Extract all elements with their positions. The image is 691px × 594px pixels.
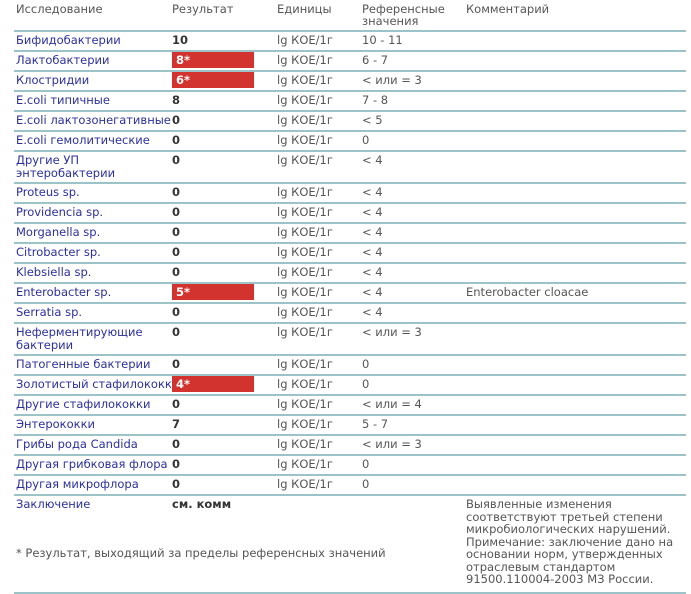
comment [466, 203, 686, 223]
table-row [14, 375, 686, 395]
comment [466, 223, 686, 243]
reference-range: < 4 [362, 151, 466, 183]
comment [466, 71, 686, 91]
result-value: 0 [172, 185, 181, 199]
table-header [0, 0, 691, 31]
result-cell [172, 455, 277, 475]
units: lg КОЕ/1г [277, 71, 362, 91]
comment [466, 263, 686, 283]
footnote: * Результат, выходящий за пределы референсных значений [16, 546, 386, 560]
result-value: 0 [172, 265, 181, 279]
units: lg КОЕ/1г [277, 395, 362, 415]
test-name: Клостридии [14, 71, 172, 91]
test-name: Другие УП энтеробактерии [14, 151, 172, 183]
test-name: E.coli гемолитические [14, 131, 172, 151]
table-row [14, 203, 686, 223]
table-row [14, 455, 686, 475]
test-name: Klebsiella sp. [14, 263, 172, 283]
comment [466, 243, 686, 263]
result-cell [172, 91, 277, 111]
result-cell [172, 31, 277, 51]
result-cell [172, 131, 277, 151]
table-row [14, 131, 686, 151]
result-value: 0 [172, 397, 181, 411]
test-name: Другая грибковая флора [14, 455, 172, 475]
comment [466, 303, 686, 323]
test-name: Золотистый стафилококк [14, 375, 172, 395]
test-name: Бифидобактерии [14, 31, 172, 51]
units: lg КОЕ/1г [277, 131, 362, 151]
table-row [14, 323, 686, 355]
result-value: 0 [172, 113, 181, 127]
comment [466, 31, 686, 51]
result-value: 0 [172, 437, 181, 451]
test-name: Другая микрофлора [14, 475, 172, 495]
units: lg КОЕ/1г [277, 183, 362, 203]
result-value: 10 [172, 33, 189, 47]
test-name: Providencia sp. [14, 203, 172, 223]
reference-range: < 4 [362, 263, 466, 283]
table-row [14, 415, 686, 435]
conclusion-reference [362, 495, 466, 593]
result-value-flagged: 8* [172, 52, 254, 68]
result-cell [172, 303, 277, 323]
units: lg КОЕ/1г [277, 51, 362, 71]
conclusion-units [277, 495, 362, 593]
test-name: Другие стафилококки [14, 395, 172, 415]
comment [466, 475, 686, 495]
table-row [14, 263, 686, 283]
conclusion-comment: Выявленные изменения соответствуют третьей степени микробиологических нарушений. Примечание: заключение дано на основании норм, утвержденных отраслевым стандартом 91500.110004-2003 МЗ России. [466, 495, 686, 593]
reference-range: < 4 [362, 283, 466, 303]
reference-range: < 4 [362, 243, 466, 263]
conclusion-result [172, 495, 277, 593]
reference-range: 6 - 7 [362, 51, 466, 71]
reference-range: 7 - 8 [362, 91, 466, 111]
units: lg КОЕ/1г [277, 323, 362, 355]
reference-range: < 4 [362, 203, 466, 223]
result-value-flagged: 4* [172, 376, 254, 392]
result-cell [172, 323, 277, 355]
header-test: Исследование [16, 2, 103, 16]
table-row [14, 71, 686, 91]
result-value: 0 [172, 457, 181, 471]
table-row [14, 475, 686, 495]
comment [466, 151, 686, 183]
reference-range: < 4 [362, 223, 466, 243]
comment [466, 435, 686, 455]
result-cell [172, 415, 277, 435]
test-name: Citrobacter sp. [14, 243, 172, 263]
reference-range: 0 [362, 375, 466, 395]
result-value: 0 [172, 305, 181, 319]
units: lg КОЕ/1г [277, 355, 362, 375]
result-cell [172, 395, 277, 415]
result-cell [172, 223, 277, 243]
units: lg КОЕ/1г [277, 435, 362, 455]
reference-range: < или = 3 [362, 71, 466, 91]
table-row [14, 51, 686, 71]
table-row [14, 243, 686, 263]
result-value-flagged: 6* [172, 72, 254, 88]
units: lg КОЕ/1г [277, 203, 362, 223]
units: lg КОЕ/1г [277, 455, 362, 475]
table-row [14, 303, 686, 323]
table-row [14, 111, 686, 131]
units: lg КОЕ/1г [277, 283, 362, 303]
result-value: 0 [172, 153, 181, 167]
reference-range: 0 [362, 475, 466, 495]
units: lg КОЕ/1г [277, 111, 362, 131]
reference-range: < 5 [362, 111, 466, 131]
units: lg КОЕ/1г [277, 303, 362, 323]
result-value: 8 [172, 93, 181, 107]
units: lg КОЕ/1г [277, 475, 362, 495]
table-row [14, 91, 686, 111]
table-row [14, 395, 686, 415]
result-value: 0 [172, 245, 181, 259]
conclusion-row [14, 495, 686, 593]
test-name: Лактобактерии [14, 51, 172, 71]
result-cell [172, 243, 277, 263]
table-row [14, 223, 686, 243]
table-row [14, 151, 686, 183]
reference-range: 10 - 11 [362, 31, 466, 51]
result-cell [172, 111, 277, 131]
reference-range: < 4 [362, 303, 466, 323]
result-cell [172, 375, 277, 395]
result-cell [172, 283, 277, 303]
test-name: Патогенные бактерии [14, 355, 172, 375]
comment [466, 355, 686, 375]
result-cell [172, 203, 277, 223]
test-name: E.coli типичные [14, 91, 172, 111]
comment [466, 111, 686, 131]
result-cell [172, 355, 277, 375]
units: lg КОЕ/1г [277, 263, 362, 283]
comment [466, 91, 686, 111]
comment [466, 183, 686, 203]
result-cell [172, 51, 277, 71]
comment [466, 395, 686, 415]
header-result: Результат [172, 2, 234, 16]
table-row [14, 31, 686, 51]
result-value: 7 [172, 417, 181, 431]
result-value: 0 [172, 477, 181, 491]
reference-range: < 4 [362, 183, 466, 203]
result-value: 0 [172, 133, 181, 147]
test-name: Proteus sp. [14, 183, 172, 203]
reference-range: 0 [362, 455, 466, 475]
reference-range: 0 [362, 355, 466, 375]
result-value: 0 [172, 357, 181, 371]
table-row [14, 435, 686, 455]
comment [466, 51, 686, 71]
reference-range: < или = 3 [362, 323, 466, 355]
test-name: Serratia sp. [14, 303, 172, 323]
test-name: Энтерококки [14, 415, 172, 435]
comment [466, 455, 686, 475]
result-cell [172, 475, 277, 495]
result-value-flagged: 5* [172, 284, 254, 300]
units: lg КОЕ/1г [277, 91, 362, 111]
result-cell [172, 151, 277, 183]
result-cell [172, 263, 277, 283]
units: lg КОЕ/1г [277, 375, 362, 395]
table-row [14, 283, 686, 303]
comment [466, 131, 686, 151]
result-cell [172, 183, 277, 203]
table-row [14, 355, 686, 375]
reference-range: 5 - 7 [362, 415, 466, 435]
result-value: 0 [172, 325, 181, 339]
units: lg КОЕ/1г [277, 415, 362, 435]
table-row [14, 183, 686, 203]
units: lg КОЕ/1г [277, 243, 362, 263]
reference-range: < или = 4 [362, 395, 466, 415]
reference-range: 0 [362, 131, 466, 151]
comment [466, 375, 686, 395]
results-table [14, 30, 686, 594]
comment [466, 415, 686, 435]
conclusion-result-value: см. комм [172, 497, 232, 511]
test-name: Morganella sp. [14, 223, 172, 243]
reference-range: < или = 3 [362, 435, 466, 455]
conclusion-label: Заключение [14, 495, 172, 593]
test-name: Грибы рода Candida [14, 435, 172, 455]
units: lg КОЕ/1г [277, 31, 362, 51]
test-name: Неферментирующие бактерии [14, 323, 172, 355]
comment: Enterobacter cloacae [466, 283, 686, 303]
header-reference: Референсные значения [362, 2, 445, 28]
result-value: 0 [172, 205, 181, 219]
units: lg КОЕ/1г [277, 223, 362, 243]
test-name: E.coli лактозонегативные [14, 111, 172, 131]
result-value: 0 [172, 225, 181, 239]
result-cell [172, 435, 277, 455]
test-name: Enterobacter sp. [14, 283, 172, 303]
header-units: Единицы [277, 2, 332, 16]
comment [466, 323, 686, 355]
header-comment: Комментарий [466, 2, 550, 16]
result-cell [172, 71, 277, 91]
units: lg КОЕ/1г [277, 151, 362, 183]
